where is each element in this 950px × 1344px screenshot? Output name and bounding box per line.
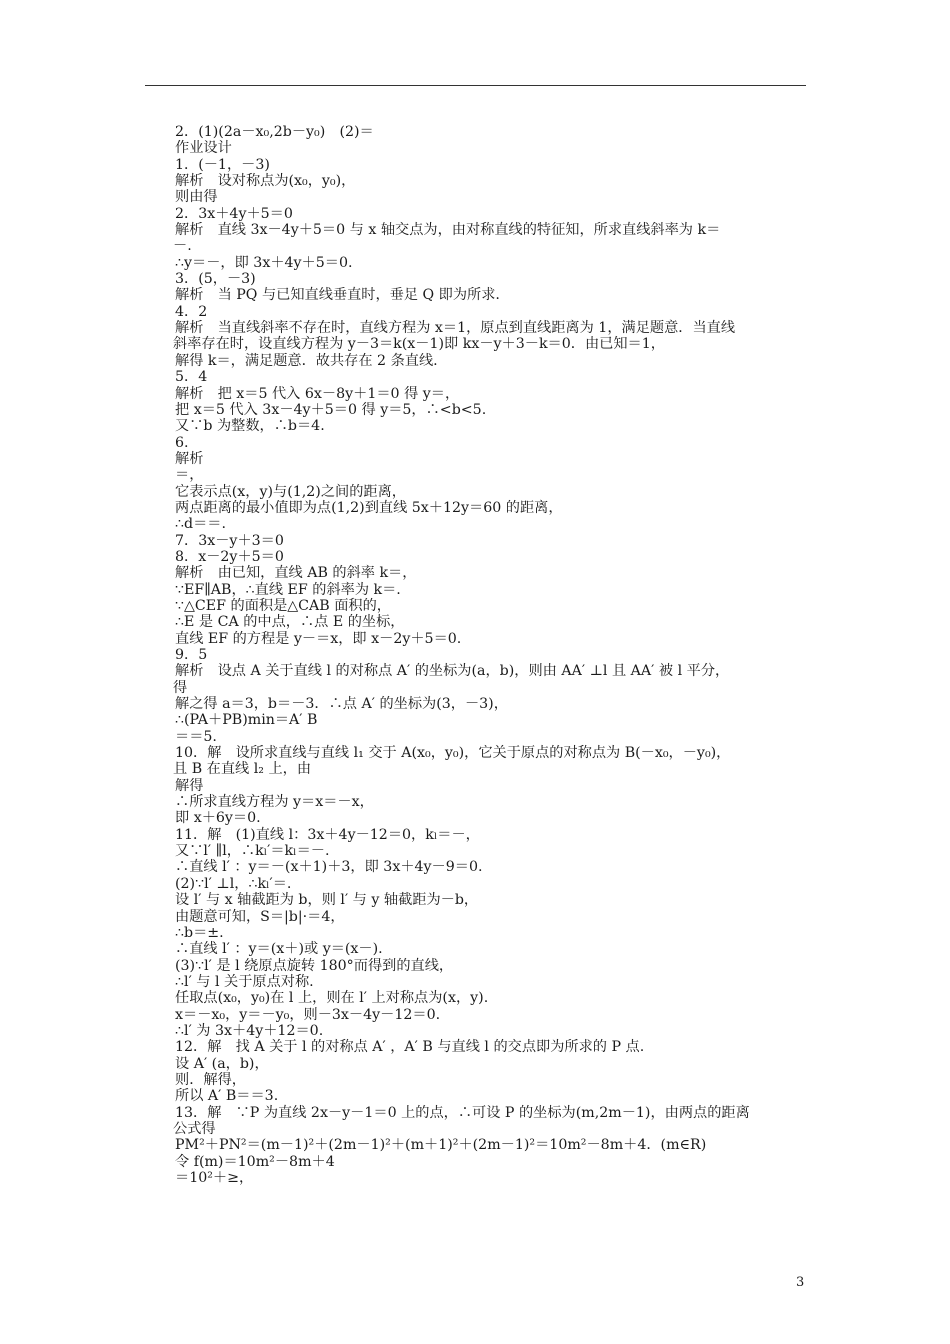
text-line: 10．解 设所求直线与直线 l₁ 交于 A(x₀，y₀)，它关于原点的对称点为 B(－x₀，－y₀)， (175, 745, 731, 762)
text-line: 解之得 a＝3，b＝－3．∴点 A′ 的坐标为(3，－3)， (175, 696, 508, 713)
text-line: ＝， (175, 467, 204, 484)
text-line: PM²＋PN²＝(m－1)²＋(2m－1)²＋(m＋1)²＋(2m－1)²＝10m²－8m＋4．(m∈R) (175, 1137, 707, 1154)
text-line: 设 l′ 与 x 轴截距为 b，则 l′ 与 y 轴截距为－b， (175, 892, 479, 909)
text-line: 公式得 (173, 1120, 216, 1137)
text-line: 9．5 (175, 647, 208, 663)
text-line: 直线 EF 的方程是 y－＝x，即 x－2y＋5＝0. (175, 630, 462, 647)
header-rule (145, 85, 806, 86)
text-line: 且 B 在直线 l₂ 上，由 (173, 761, 312, 778)
text-line: －. (173, 238, 192, 255)
text-line: 即 x＋6y＝0. (175, 810, 261, 827)
text-line: (2)∵l′ ⊥l，∴kₗ′＝. (175, 875, 292, 892)
text-line: 任取点(x₀，y₀)在 l 上，则在 l′ 上对称点为(x，y). (175, 990, 489, 1007)
text-line: 斜率存在时，设直线方程为 y－3＝k(x－1)即 kx－y＋3－k＝0．由已知＝1， (173, 336, 665, 353)
text-line: ∴l′ 为 3x＋4y＋12＝0. (175, 1022, 324, 1039)
text-line: ∴直线 l′ ：y＝(x＋)或 y＝(x－). (175, 941, 383, 958)
text-line: 令 f(m)＝10m²－8m＋4 (175, 1153, 335, 1170)
text-line: ∴b＝±. (175, 924, 224, 941)
text-line: 12．解 找 A 关于 l 的对称点 A′ ，A′ B 与直线 l 的交点即为所求的 P 点. (175, 1039, 645, 1056)
text-line: 解析 (175, 450, 204, 467)
text-line: 解析 由已知，直线 AB 的斜率 k＝， (175, 565, 417, 582)
text-line: 解得 (175, 777, 204, 794)
text-line: ∴d＝＝. (175, 516, 226, 533)
text-line: 6. (175, 434, 189, 451)
text-line: 5．4 (175, 369, 208, 386)
text-line: ＝＝5. (175, 728, 217, 745)
page-number: 3 (796, 1275, 805, 1290)
text-line: ∵△CEF 的面积是△CAB 面积的， (175, 597, 391, 614)
text-line: 由题意可知，S＝|b|·＝4， (175, 908, 345, 925)
text-line: 解析 设对称点为(x₀，y₀)， (175, 173, 356, 190)
text-line: ∴l′ 与 l 关于原点对称. (175, 973, 314, 990)
text-line: ∴E 是 CA 的中点，∴点 E 的坐标， (175, 614, 405, 631)
text-line: 又∵b 为整数，∴b＝4. (175, 418, 325, 435)
document-body (175, 124, 810, 1186)
text-line: ∴(PA＋PB)min＝A′ B (175, 712, 318, 729)
text-line: 1．(－1，－3) (175, 156, 270, 173)
text-line: 解析 直线 3x－4y＋5＝0 与 x 轴交点为，由对称直线的特征知，所求直线斜率为 k＝ (175, 222, 721, 239)
text-line: 设 A′ (a，b)， (175, 1055, 269, 1072)
text-line: ∴直线 l′ ：y＝－(x＋1)＋3，即 3x＋4y－9＝0. (175, 859, 483, 876)
text-line: 11．解 (1)直线 l：3x＋4y－12＝0，kₗ＝－， (175, 826, 480, 843)
text-line: ∴所求直线方程为 y＝x＝－x， (175, 794, 374, 811)
text-line: 解得 k＝，满足题意．故共存在 2 条直线. (175, 352, 438, 369)
text-line: 把 x＝5 代入 3x－4y＋5＝0 得 y＝5，∴<b<5. (175, 401, 487, 418)
text-line: 解析 当直线斜率不存在时，直线方程为 x＝1，原点到直线距离为 1，满足题意．当直线 (175, 320, 736, 337)
text-line: 7．3x－y＋3＝0 (175, 532, 284, 549)
text-line: 所以 A′ B＝＝3. (175, 1088, 279, 1105)
text-line: 解析 设点 A 关于直线 l 的对称点 A′ 的坐标为(a，b)，则由 AA′ ⊥l 且 AA′ 被 l 平分， (175, 663, 730, 680)
text-line: 8．x－2y＋5＝0 (175, 548, 284, 565)
text-line: ＝10²＋≥， (175, 1170, 254, 1186)
text-line: 2．3x＋4y＋5＝0 (175, 205, 293, 222)
text-line: 则．解得， (175, 1071, 246, 1088)
text-line: 得 (173, 679, 188, 696)
text-line: 13．解 ∵P 为直线 2x－y－1＝0 上的点，∴可设 P 的坐标为(m,2m－1)，由两点的距离 (175, 1104, 750, 1121)
text-line: 两点距离的最小值即为点(1,2)到直线 5x＋12y＝60 的距离， (175, 499, 563, 516)
text-line: 则由得 (175, 189, 218, 206)
text-line: 3．(5，－3) (175, 271, 256, 288)
text-line: ∴y＝－，即 3x＋4y＋5＝0. (175, 254, 353, 271)
text-line: 解析 当 PQ 与已知直线垂直时，垂足 Q 即为所求. (175, 287, 500, 304)
text-line: x＝－x₀，y＝－y₀，则－3x－4y－12＝0. (175, 1006, 441, 1023)
text-line: 4．2 (175, 303, 208, 320)
text-line: (3)∵l′ 是 l 绕原点旋转 180°而得到的直线， (175, 957, 454, 974)
text-line: 作业设计 (175, 140, 232, 157)
text-line: 2．(1)(2a－x₀,2b－y₀) (2)＝ (175, 124, 374, 140)
text-line: 解析 把 x＝5 代入 6x－8y＋1＝0 得 y＝， (175, 385, 460, 402)
text-line: ∵EF∥AB，∴直线 EF 的斜率为 k＝. (175, 581, 401, 598)
text-line: 它表示点(x，y)与(1,2)之间的距离， (175, 483, 406, 500)
text-line: 又∵l′ ∥l，∴kₗ′＝kₗ＝－. (175, 843, 330, 860)
